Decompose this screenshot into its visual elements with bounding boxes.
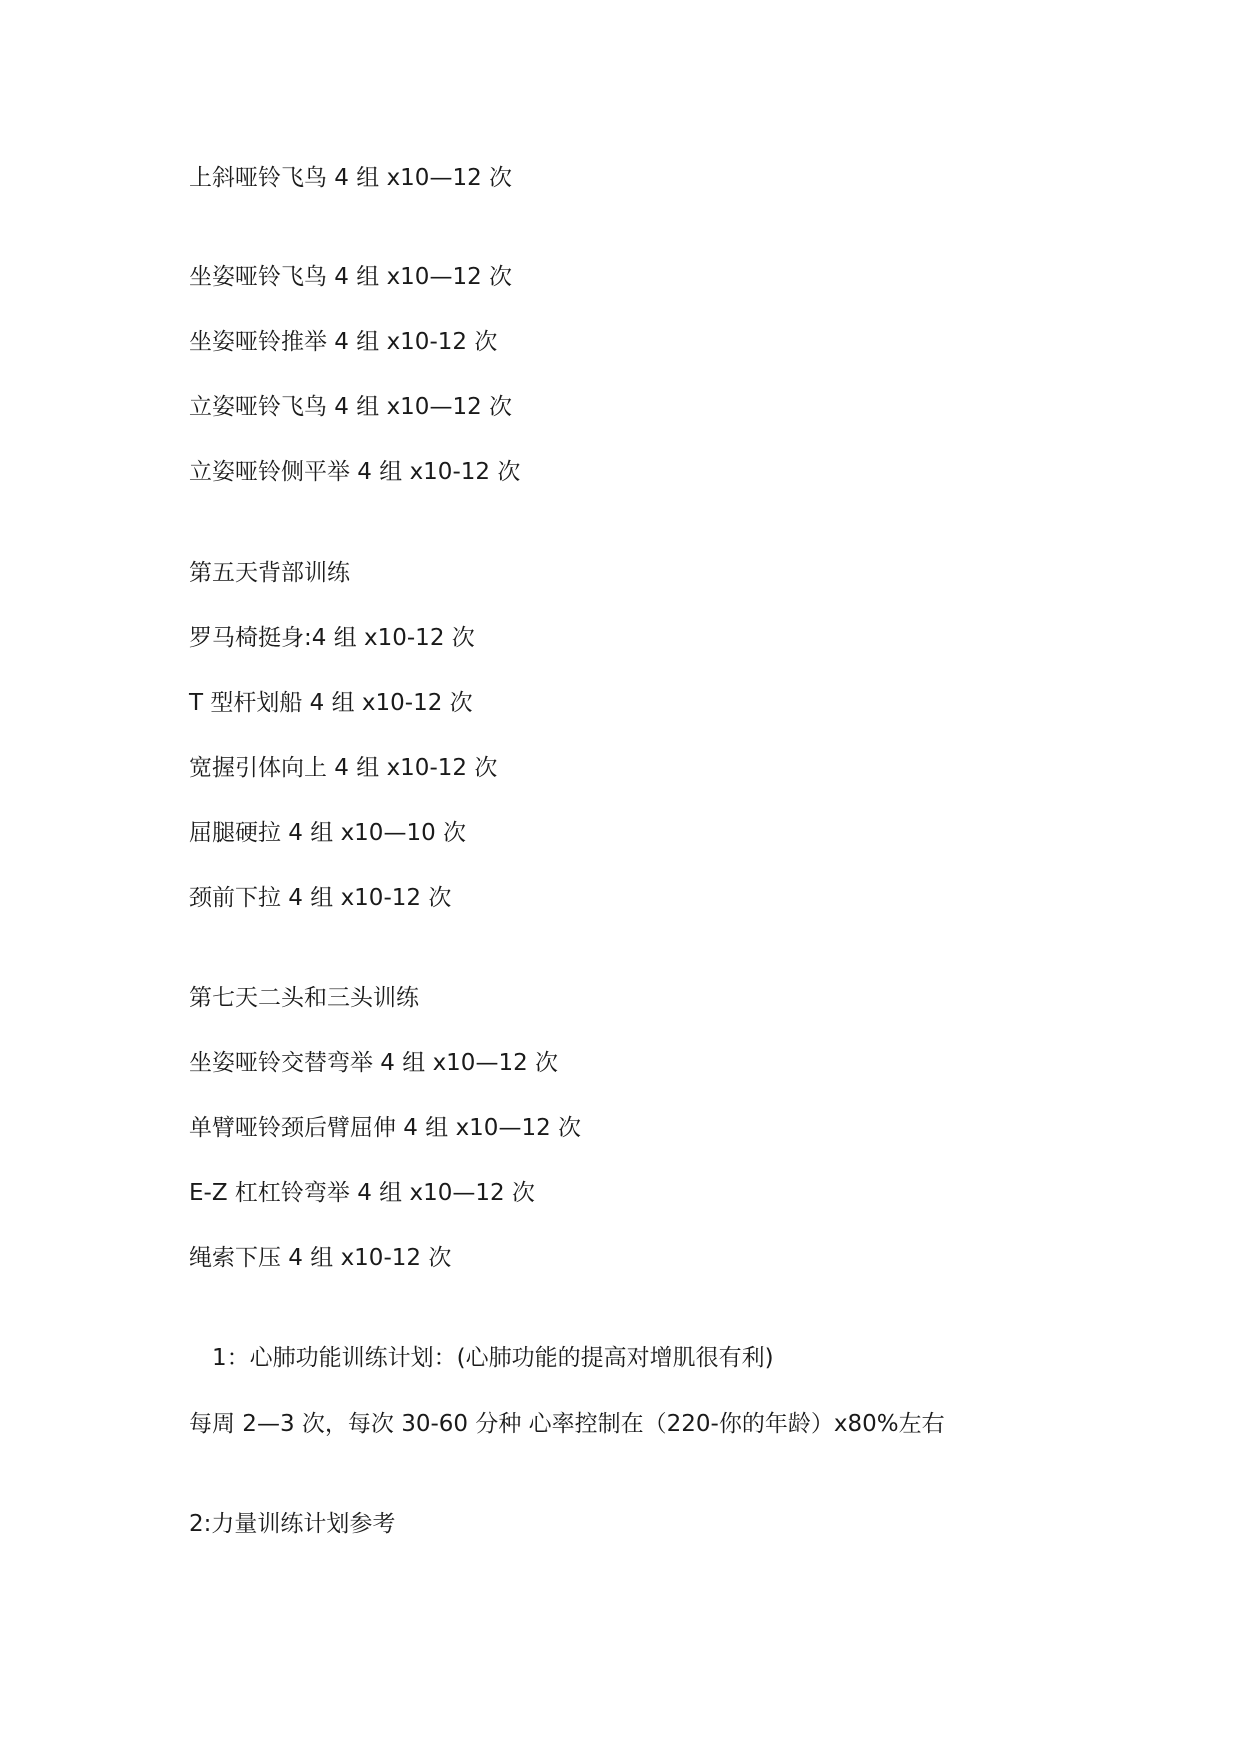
- exercise-wide-grip-pullup: 宽握引体向上 4 组 x10-12 次: [189, 755, 498, 781]
- cardio-plan-detail: 每周 2—3 次，每次 30-60 分种 心率控制在（220-你的年龄）x80%左右: [189, 1411, 945, 1437]
- exercise-front-pulldown: 颈前下拉 4 组 x10-12 次: [189, 885, 452, 911]
- exercise-bent-leg-deadlift: 屈腿硬拉 4 组 x10—10 次: [189, 820, 467, 846]
- day5-heading: 第五天背部训练: [189, 560, 350, 586]
- exercise-seated-dumbbell-fly: 坐姿哑铃飞鸟 4 组 x10—12 次: [189, 264, 513, 290]
- cardio-plan-heading: 1：心肺功能训练计划：(心肺功能的提高对增肌很有利): [212, 1345, 774, 1371]
- exercise-incline-dumbbell-fly: 上斜哑铃飞鸟 4 组 x10—12 次: [189, 165, 513, 191]
- exercise-standing-lateral-raise: 立姿哑铃侧平举 4 组 x10-12 次: [189, 459, 521, 485]
- exercise-seated-dumbbell-press: 坐姿哑铃推举 4 组 x10-12 次: [189, 329, 498, 355]
- exercise-t-bar-row: T 型杆划船 4 组 x10-12 次: [189, 690, 473, 716]
- exercise-rope-pushdown: 绳索下压 4 组 x10-12 次: [189, 1245, 452, 1271]
- exercise-ez-bar-curl: E-Z 杠杠铃弯举 4 组 x10—12 次: [189, 1180, 535, 1206]
- exercise-roman-chair: 罗马椅挺身:4 组 x10-12 次: [189, 625, 475, 651]
- exercise-one-arm-overhead-extension: 单臂哑铃颈后臂屈伸 4 组 x10—12 次: [189, 1115, 582, 1141]
- day7-heading: 第七天二头和三头训练: [189, 985, 419, 1011]
- exercise-seated-alternating-curl: 坐姿哑铃交替弯举 4 组 x10—12 次: [189, 1050, 559, 1076]
- exercise-standing-dumbbell-fly: 立姿哑铃飞鸟 4 组 x10—12 次: [189, 394, 513, 420]
- strength-plan-heading: 2:力量训练计划参考: [189, 1511, 396, 1537]
